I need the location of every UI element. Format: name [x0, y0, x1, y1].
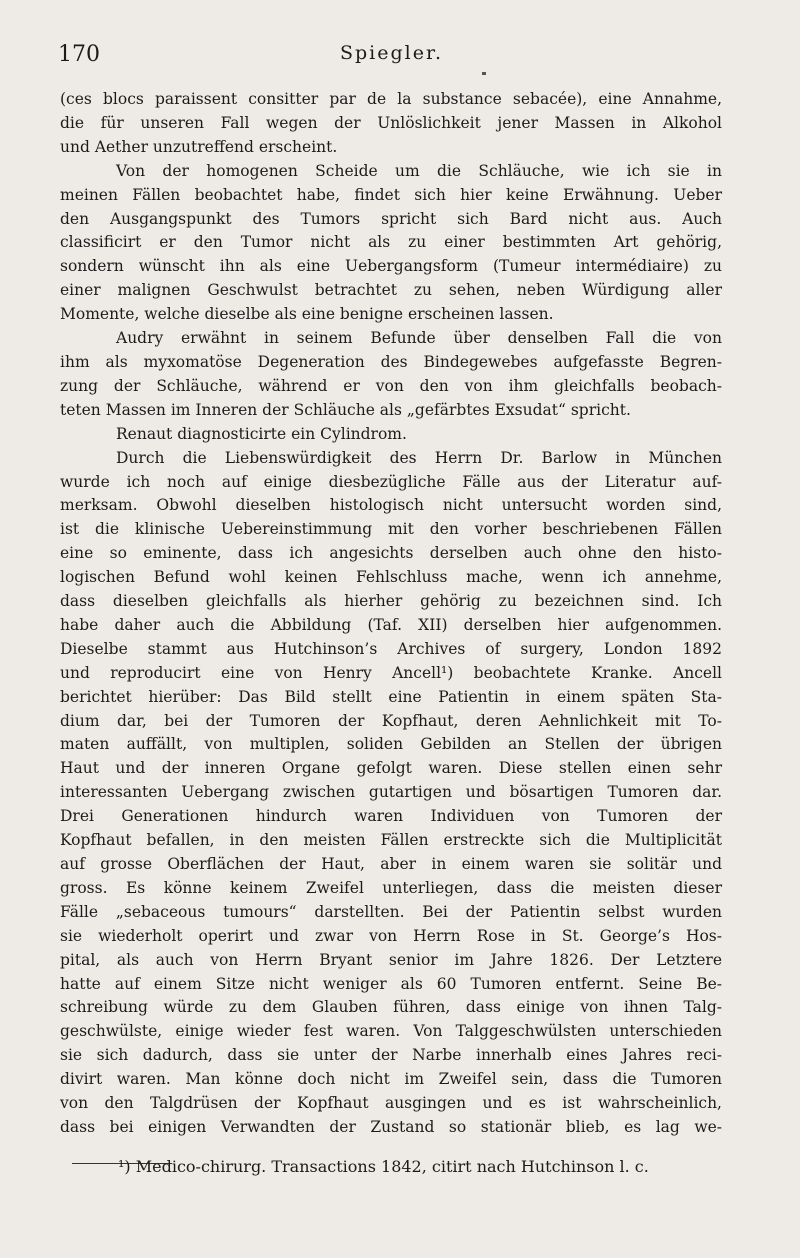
body-text — [60, 88, 722, 1140]
text-line: ist die klinische Uebereinstimmung mit den vorher beschriebenen Fällen — [60, 520, 722, 539]
text-line: geschwülste, einige wieder fest waren. Von Talggeschwülsten unterschieden — [60, 1022, 722, 1041]
text-line: schreibung würde zu dem Glauben führen, dass einige von ihnen Talg- — [60, 998, 722, 1017]
page-number: 170 — [58, 42, 100, 67]
text-line: Kopfhaut befallen, in den meisten Fällen erstreckte sich die Multiplicität — [60, 831, 722, 850]
text-line: gross. Es könne keinem Zweifel unterliegen, dass die meisten dieser — [60, 878, 722, 897]
text-line: Durch die Liebenswürdigkeit des Herrn Dr. Barlow in München — [116, 448, 722, 467]
text-line: Von der homogenen Scheide um die Schläuche, wie ich sie in — [116, 161, 722, 180]
text-line: Dieselbe stammt aus Hutchinson’s Archives of surgery, London 1892 — [60, 639, 722, 658]
text-line: auf grosse Oberflächen der Haut, aber in einem waren sie solitär und — [60, 855, 722, 873]
text-line: dass dieselben gleichfalls als hierher gehörig zu bezeichnen sind. Ich — [60, 592, 722, 611]
text-line: divirt waren. Man könne doch nicht im Zweifel sein, dass die Tumoren — [60, 1070, 722, 1089]
text-line: sie sich dadurch, dass sie unter der Narbe innerhalb eines Jahres reci- — [60, 1046, 722, 1065]
text-line: den Ausgangspunkt des Tumors spricht sich Bard nicht aus. Auch — [60, 209, 722, 228]
text-line: habe daher auch die Abbildung (Taf. XII) derselben hier aufgenommen. — [60, 615, 722, 634]
text-line: interessanten Uebergang zwischen gutartigen und bösartigen Tumoren dar. — [60, 783, 722, 802]
text-line: Fälle „sebaceous tumours“ darstellten. Bei der Patientin selbst wurden — [60, 902, 722, 921]
text-line: Audry erwähnt in seinem Befunde über denselben Fall die von — [116, 329, 722, 348]
text-line: classificirt er den Tumor nicht als zu einer bestimmten Art gehörig, — [60, 233, 722, 252]
print-speck — [482, 72, 486, 75]
text-line: Haut und der inneren Organe gefolgt waren. Diese stellen einen sehr — [60, 759, 722, 778]
text-line: dium dar, bei der Tumoren der Kopfhaut, deren Aehnlichkeit mit To- — [60, 711, 722, 730]
text-line: und Aether unzutreffend erscheint. — [60, 137, 338, 156]
text-line: einer malignen Geschwulst betrachtet zu sehen, neben Würdigung aller — [60, 281, 722, 300]
running-head: Spiegler. — [340, 42, 444, 64]
text-line: zung der Schläuche, während er von den von ihm gleichfalls beobach- — [60, 376, 722, 395]
text-line: ihm als myxomatöse Degeneration des Bindegewebes aufgefasste Begren- — [60, 352, 722, 371]
text-line: sondern wünscht ihn als eine Uebergangsform (Tumeur intermédiaire) zu — [60, 257, 722, 276]
text-line: berichtet hierüber: Das Bild stellt eine Patientin in einem späten Sta- — [60, 687, 722, 706]
text-line: teten Massen im Inneren der Schläuche als „gefärbtes Exsudat“ spricht. — [60, 400, 631, 419]
text-line: Renaut diagnosticirte ein Cylindrom. — [116, 424, 407, 443]
text-line: logischen Befund wohl keinen Fehlschluss mache, wenn ich annehme, — [60, 568, 722, 587]
text-line: sie wiederholt operirt und zwar von Herrn Rose in St. George’s Hos- — [60, 926, 722, 945]
text-line: maten auffällt, von multiplen, soliden Gebilden an Stellen der übrigen — [60, 735, 722, 754]
text-line: Momente, welche dieselbe als eine benigne erscheinen lassen. — [60, 305, 554, 324]
text-line: eine so eminente, dass ich angesichts derselben auch ohne den histo- — [60, 544, 722, 563]
text-line: und reproducirt eine von Henry Ancell¹) beobachtete Kranke. Ancell — [60, 663, 722, 682]
text-line: die für unseren Fall wegen der Unlöslichkeit jener Massen in Alkohol — [60, 113, 722, 132]
text-line: pital, als auch von Herrn Bryant senior im Jahre 1826. Der Letztere — [60, 950, 722, 969]
text-line: hatte auf einem Sitze nicht weniger als 60 Tumoren entfernt. Seine Be- — [60, 974, 722, 993]
text-line: dass bei einigen Verwandten der Zustand so stationär blieb, es lag we- — [60, 1117, 722, 1136]
text-line: (ces blocs paraissent consitter par de la substance sebacée), eine Annahme, — [60, 90, 722, 108]
text-line: wurde ich noch auf einige diesbezügliche Fälle aus der Literatur auf- — [60, 472, 722, 491]
text-line: Drei Generationen hindurch waren Individuen von Tumoren der — [60, 807, 722, 826]
footnote: ¹) Medico-chirurg. Transactions 1842, citirt nach Hutchinson l. c. — [118, 1157, 649, 1176]
text-line: merksam. Obwohl dieselben histologisch nicht untersucht worden sind, — [60, 496, 722, 515]
text-line: meinen Fällen beobachtet habe, findet sich hier keine Erwähnung. Ueber — [60, 185, 722, 204]
text-line: von den Talgdrüsen der Kopfhaut ausgingen und es ist wahrscheinlich, — [60, 1094, 722, 1113]
